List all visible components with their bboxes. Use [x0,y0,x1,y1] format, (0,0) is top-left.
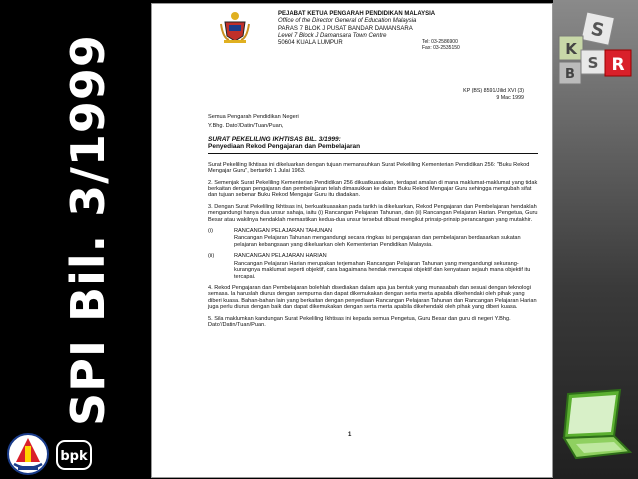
letterhead-line: Level 7 Block J Damansara Town Centre [278,32,387,39]
subject-title: Penyediaan Rekod Pengajaran dan Pembelajaran [208,143,538,154]
list-item-heading: RANCANGAN PELAJARAN HARIAN [234,253,327,260]
ministry-logo-icon [6,432,50,476]
paragraph-intro: Surat Pekeliling Ikhtisas ini dikeluarkan dengan tujuan memansuhkan Surat Pekeliling Kementerian Pendidikan 256: "Buku Rekod Mengajar Guru", bertarikh 1 Julai 1963. [208,161,530,175]
salutation: Y.Bhg. Dato'/Datin/Tuan/Puan, [208,123,284,130]
letterhead [278,11,518,47]
letter-body [208,114,538,333]
reference-number: KP (BS) 8591/Jilid XVI (3) [463,88,524,94]
paragraph-3: 3. Dengan Surat Pekeliling Ikhtisas ini, berkuatkuasakan pada tarikh ia dikeluarkan, Rekod Pengajaran dan Pembelajaran hendaklah mengandungi hanya dua unsur sahaja, iaitu (i) Rancangan Pelajaran Tahunan, dan (ii) Rancangan Pelajaran Harian. Pengetua, Guru Besar atau wakilnya hendaklah memastikan kedua-dua unsur tersebut dibuat mengikut prinsip-prinsip perancangan yang mutakhir. [208,203,538,223]
letterhead-line: 50604 KUALA LUMPUR [278,40,343,47]
coat-of-arms-icon [218,10,252,44]
contact-numbers [422,39,460,51]
left-title-panel [0,0,145,479]
list-item [208,228,538,248]
bpk-logo-text: bpk [60,449,88,464]
list-item-number: (i) [208,228,213,235]
slide-title: SPI Bil. 3/1999 [61,34,115,426]
bpk-logo-icon [56,440,92,470]
letterhead-line: PARAS 7 BLOK J PUSAT BANDAR DAMANSARA [278,25,413,32]
letterhead-line: PEJABAT KETUA PENGARAH PENDIDIKAN MALAYSIA [278,11,436,17]
block-letter: S [588,18,606,42]
letter-blocks-icon [553,10,633,90]
block-letter: K [565,40,577,58]
tel-number: Tel: 03-2586900 [422,39,458,45]
block-letter: R [611,55,625,75]
list-item-text: Rancangan Pelajaran Tahunan mengandungi secara ringkas isi pengajaran dan pembelajaran berdasarkan sukatan pelajaran kebangsaan yang dikeluarkan oleh Kementerian Pendidikan Malaysia. [234,235,521,248]
fax-number: Fax: 03-2535150 [422,45,460,51]
subject-line: SURAT PEKELILING IKHTISAS BIL. 3/1999: [208,135,341,143]
reference-block [414,88,524,101]
list-item-heading: RANCANGAN PELAJARAN TAHUNAN [234,228,333,235]
list-item-text: Rancangan Pelajaran Harian merupakan terjemahan Rancangan Pelajaran Tahunan yang mengandungi sekurang-kurangnya maklumat seperti objektif, cara bagaimana hendak mencapai objektif dan kenyataan sejauh mana objektif itu tercapai. [234,260,531,280]
block-letter: S [587,54,599,72]
paragraph-2: 2. Semenjak Surat Pekeliling Kementerian Pendidikan 256 dikuatkuasakan, terdapat amalan di mana maklumat-maklumat yang tidak berkaitan dengan pengajaran dan pembelajaran telah dimasukkan ke dalam Buku Rekod Mengajar Guru sehingga mengubah sifat dan tujuan sebenar Buku Rekod Mengajar Guru itu diadakan. [208,179,538,199]
circular-letter-page [151,3,553,478]
paragraph-5: 5. Sila maklumkan kandungan Surat Pekeliling Ikhtisas ini kepada semua Pengetua, Guru Besar dan guru di negeri Y.Bhg. Dato'/Datin/Tuan/Puan. [208,315,511,328]
page-number: 1 [348,432,352,438]
paragraph-4: 4. Rekod Pengajaran dan Pembelajaran bolehlah disediakan dalam apa jua bentuk yang munasabah dan sesuai dengan teknologi semasa. Ia haruslah diurus dengan sempurna dan dapat dikemukakan dengan serta merta apabila dikehendaki oleh pihak yang diberi kuasa. Bahan-bahan lain yang berkaitan dengan penyediaan Rancangan Pelajaran Tahunan dan Rancangan Pelajaran Harian juga perlu diurus dengan baik dan dapat dikemukakan dengan serta merta apabila dikehendaki oleh pihak yang diberi kuasa. [208,284,537,311]
letter-date: 9 Mac 1999 [496,94,524,101]
bpk-logo [56,440,92,470]
block-letter: B [565,67,575,82]
list-item [208,253,538,280]
list-item-number: (ii) [208,253,215,260]
laptop-icon [554,386,634,466]
recipients: Semua Pengarah Pendidikan Negeri [208,114,299,120]
letterhead-line: Office of the Director General of Education Malaysia [278,18,417,25]
